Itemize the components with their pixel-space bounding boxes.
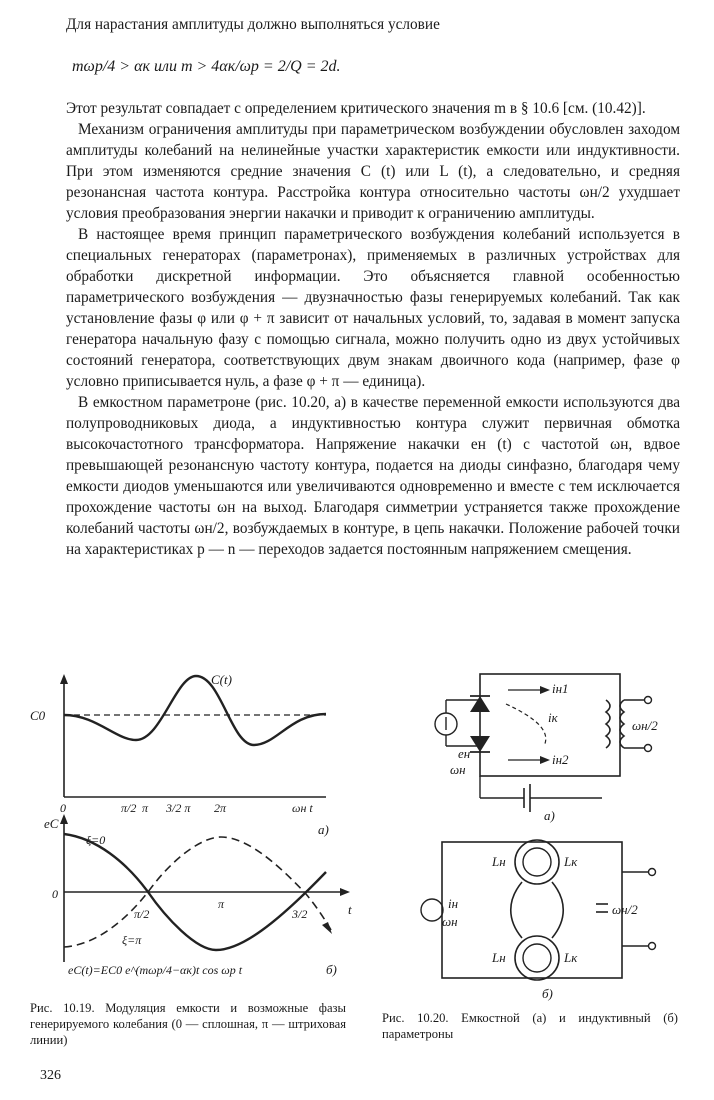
out-label-a: ωн/2 bbox=[632, 718, 658, 733]
ferrite-core-lower-inner bbox=[523, 944, 551, 972]
panel-b-label-fig20: б) bbox=[542, 986, 553, 1001]
ferrite-core-lower bbox=[515, 936, 559, 980]
xi-zero-label: ξ=0 bbox=[86, 833, 106, 847]
bottom-y-arrow bbox=[60, 814, 68, 824]
circuit-a-loop bbox=[480, 674, 620, 776]
bottom-origin: 0 bbox=[52, 887, 58, 901]
in1-arrowhead bbox=[540, 686, 550, 694]
paragraph-4: В емкостном параметроне (рис. 10.20, а) в качестве переменной емкости используются два полупроводниковых диода, а индуктивностью контура служит первичная обмотка высокочастотного трансформатора. Напряжение накачки eн (t) с частотой ωн, вдвое превышающей резонансную частоту контура, подается на диоды синфазно, благодаря чему емкости диодов уменьшаются или увеличиваются одновременно и вместе с тем исключается прохождение частоты ωн на выход. Благодаря симметрии устраняется также прохождение колебаний частоты ωн/2, возбуждаемых в контуре, в цепь накачки. Положение рабочей точки на характеристиках p — n — переходов задается постоянным напряжением смещения. bbox=[66, 394, 680, 558]
tick-pi-bottom: π bbox=[218, 897, 225, 911]
in1-label: iн1 bbox=[552, 681, 569, 696]
ec-equation: eC(t)=EC0 e^(mωp/4−αк)t cos ωp t bbox=[68, 963, 243, 977]
panel-a-label: а) bbox=[318, 822, 329, 837]
output-terminal-b-top bbox=[649, 869, 656, 876]
in2-label: iн2 bbox=[552, 752, 569, 767]
panel-b-label: б) bbox=[326, 962, 337, 977]
ec-label: eC bbox=[44, 816, 59, 831]
c-of-t-label: C(t) bbox=[211, 672, 232, 687]
ferrite-core-upper-inner bbox=[523, 848, 551, 876]
diode-upper bbox=[470, 696, 490, 712]
tick-3-2-pi: 3/2 π bbox=[166, 801, 191, 815]
bottom-x-arrow bbox=[340, 888, 350, 896]
ik-label: iк bbox=[548, 710, 558, 725]
xi-pi-label: ξ=π bbox=[122, 933, 142, 947]
tick-3-2-bottom: 3/2 bbox=[292, 907, 308, 921]
en-label: eн bbox=[458, 746, 471, 761]
body-text bbox=[66, 98, 680, 560]
out-label-b: ωн/2 bbox=[612, 902, 638, 917]
fig20-capacitive-parametron bbox=[435, 674, 658, 823]
output-terminal-top bbox=[645, 697, 652, 704]
lk-lower-label: Lк bbox=[564, 950, 578, 965]
fig19-bottom-panel bbox=[44, 814, 352, 977]
top-x-label: ωн t bbox=[292, 801, 313, 815]
fig20-caption: Рис. 10.20. Емкостной (а) и индуктивный (б) параметроны bbox=[382, 1011, 678, 1041]
ferrite-core-upper bbox=[515, 840, 559, 884]
fig19-caption: Рис. 10.19. Модуляция емкости и возможные фазы генерируемого колебания (0 — сплошная, π — штриховая линии) bbox=[30, 1001, 346, 1047]
tick-pi-half-bottom: π/2 bbox=[134, 907, 150, 921]
lk-upper-label: Lк bbox=[564, 854, 578, 869]
c-of-t-curve bbox=[64, 676, 326, 745]
paragraph-2: Механизм ограничения амплитуды при параметрическом возбуждении обусловлен заходом амплитуды колебаний на нелинейные участки характеристик емкости или индуктивности. При этом изменяются средние значения C (t) или L (t), а следовательно, и средняя резонансная частота контура. Расстройка контура относительно частоты ωн/2 ухудшает условия преобразования энергии накачки и приводит к ограничению амплитуды. bbox=[66, 121, 680, 222]
tick-2pi: 2π bbox=[214, 801, 227, 815]
fig19-top-panel bbox=[30, 672, 329, 837]
output-terminal-bottom bbox=[645, 745, 652, 752]
pump-current-source bbox=[421, 899, 443, 921]
ik-loop-arrow bbox=[506, 704, 546, 746]
core-link bbox=[511, 882, 564, 938]
output-terminal-b-bottom bbox=[649, 943, 656, 950]
wn-label-b: ωн bbox=[442, 914, 458, 929]
fig20-inductive-parametron bbox=[421, 840, 656, 1001]
diode-lower bbox=[470, 736, 490, 752]
tick-pi-half: π/2 bbox=[121, 801, 137, 815]
figure-10-19 bbox=[26, 662, 366, 982]
paragraph-1: Этот результат совпадает с определением критического значения m в § 10.6 [см. (10.42)]. bbox=[66, 100, 646, 117]
panel-a-label-fig20: а) bbox=[544, 808, 555, 823]
figure-10-20 bbox=[412, 660, 682, 1005]
page-number: 326 bbox=[40, 1068, 61, 1083]
paragraph-3: В настоящее время принцип параметрического возбуждения колебаний используется в специальных генераторах (параметронах), применяемых в различных устройствах для обработки дискретной информации. Это объясняется главной особенностью параметрического возбуждения — двузначностью фазы генерируемых колебаний. Так как установление фазы φ или φ + π зависит от начальных условий, то, задавая в момент запуска генератора начальную фазу с помощью сигнала, можно получить одно из двух устойчивых состояний генератора, соответствующих двум знакам двоичного кода (например, фазе φ условно приписывается нуль, а фазе φ + π — единица). bbox=[66, 226, 680, 390]
top-y-arrow bbox=[60, 674, 68, 684]
in-label-b: iн bbox=[448, 896, 459, 911]
t-axis-label: t bbox=[348, 902, 352, 917]
tick-pi: π bbox=[142, 801, 149, 815]
intro-line: Для нарастания амплитуды должно выполняться условие bbox=[66, 16, 440, 33]
circuit-b-loop bbox=[442, 842, 622, 978]
c0-label: C0 bbox=[30, 708, 46, 723]
ln-upper-label: Lн bbox=[492, 854, 506, 869]
in2-arrowhead bbox=[540, 756, 550, 764]
transformer-primary bbox=[606, 700, 610, 748]
amplitude-condition-formula: mωр/4 > αк или m > 4αк/ωр = 2/Q = 2d. bbox=[72, 58, 341, 75]
ln-lower-label: Lн bbox=[492, 950, 506, 965]
wn-label-a: ωн bbox=[450, 762, 466, 777]
top-origin: 0 bbox=[60, 801, 66, 815]
